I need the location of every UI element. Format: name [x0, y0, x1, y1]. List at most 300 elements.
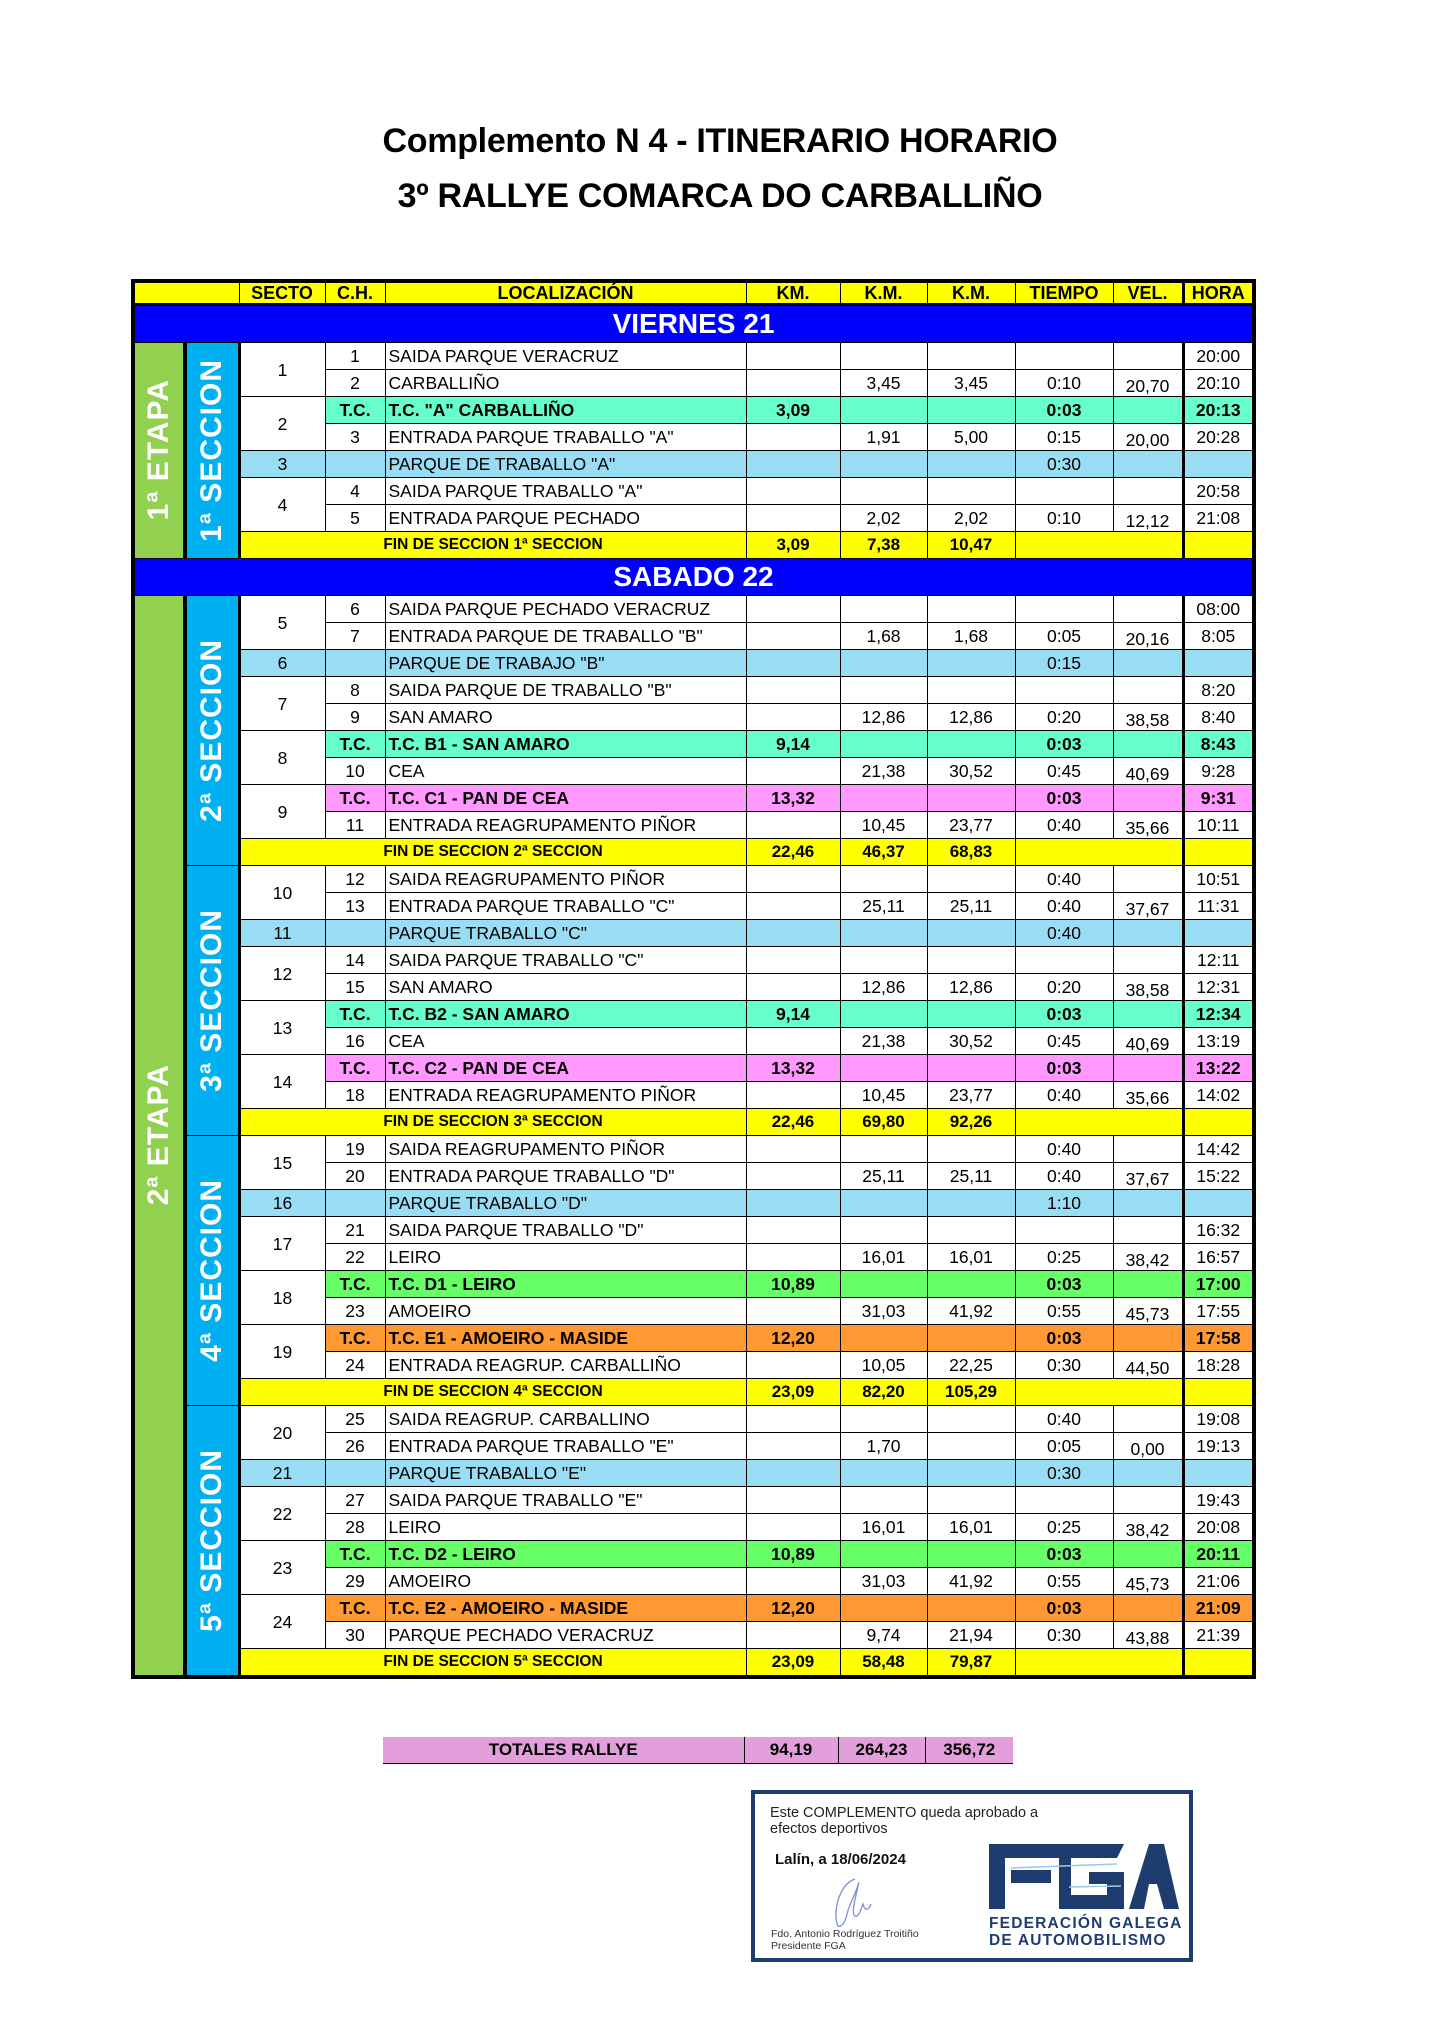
km-total-value: 5,00: [927, 424, 1015, 451]
km-partial-value: [840, 1595, 927, 1622]
km-partial-value: [840, 677, 927, 704]
vel-value: [1113, 1001, 1183, 1028]
km-partial-value: [840, 866, 927, 893]
localizacion: ENTRADA REAGRUPAMENTO PIÑOR: [385, 812, 746, 839]
km-value: [746, 1406, 840, 1433]
km-total-value: 3,45: [927, 370, 1015, 397]
localizacion: LEIRO: [385, 1514, 746, 1541]
hora-value: 9:28: [1183, 758, 1254, 785]
hora-value: [1183, 920, 1254, 947]
service-park-row: [133, 1460, 1254, 1487]
km-total-value: [927, 1217, 1015, 1244]
tiempo-value: 0:25: [1015, 1514, 1113, 1541]
localizacion: SAIDA PARQUE PECHADO VERACRUZ: [385, 596, 746, 623]
km-total-value: [927, 1487, 1015, 1514]
km-total-value: 23,77: [927, 1082, 1015, 1109]
km-value: 9,14: [746, 1001, 840, 1028]
km-partial-value: 10,45: [840, 812, 927, 839]
tiempo-value: 0:40: [1015, 1163, 1113, 1190]
control-row: [133, 478, 1254, 505]
hora-value: 12:11: [1183, 947, 1254, 974]
document-title: Complemento N 4 - ITINERARIO HORARIO: [382, 122, 1058, 160]
localizacion: PARQUE PECHADO VERACRUZ: [385, 1622, 746, 1649]
seccion-text: 2ª SECCION: [195, 638, 229, 822]
day-header: VIERNES 21: [133, 305, 1254, 343]
km-value: [746, 1352, 840, 1379]
km-value: [746, 1217, 840, 1244]
control-row: [133, 1487, 1254, 1514]
vel-value: [1113, 1460, 1183, 1487]
ch-number: 12: [325, 866, 385, 893]
localizacion: PARQUE TRABALLO "E": [385, 1460, 746, 1487]
hora-value: 08:00: [1183, 596, 1254, 623]
km-value: [746, 974, 840, 1001]
hora-value: 13:19: [1183, 1028, 1254, 1055]
tiempo-value: 0:45: [1015, 758, 1113, 785]
localizacion: PARQUE TRABALLO "D": [385, 1190, 746, 1217]
km-total-value: [927, 1541, 1015, 1568]
vel-value: [1113, 785, 1183, 812]
ch-number: 15: [325, 974, 385, 1001]
section-end-row: [133, 532, 1254, 559]
hora-value: 20:00: [1183, 343, 1254, 370]
control-row: [133, 596, 1254, 623]
vel-value: [1113, 947, 1183, 974]
km-value: [746, 1163, 840, 1190]
totals-row: [383, 1737, 1013, 1764]
tiempo-value: 0:55: [1015, 1298, 1113, 1325]
section-end-blank: [1015, 1379, 1183, 1406]
vel-value: [1113, 1136, 1183, 1163]
km-total-value: [927, 478, 1015, 505]
km-partial-value: 3,45: [840, 370, 927, 397]
km-value: 13,32: [746, 785, 840, 812]
km-total-value: 25,11: [927, 893, 1015, 920]
vel-value: 37,67: [1113, 1163, 1183, 1190]
hora-value: 20:08: [1183, 1514, 1254, 1541]
secto-number: 5: [239, 596, 325, 650]
tiempo-value: 0:30: [1015, 451, 1113, 478]
secto-number: 4: [239, 478, 325, 532]
section-km: 22,46: [746, 1109, 840, 1136]
day-header-row: [133, 559, 1254, 596]
km-value: [746, 424, 840, 451]
km-total-value: 23,77: [927, 812, 1015, 839]
hora-value: 20:11: [1183, 1541, 1254, 1568]
km-partial-value: 25,11: [840, 1163, 927, 1190]
km-value: [746, 1514, 840, 1541]
localizacion: ENTRADA PARQUE TRABALLO "C": [385, 893, 746, 920]
km-partial-value: [840, 451, 927, 478]
tiempo-value: 0:10: [1015, 505, 1113, 532]
tiempo-value: 0:40: [1015, 812, 1113, 839]
vel-value: [1113, 1487, 1183, 1514]
section-km-total: 68,83: [927, 839, 1015, 866]
localizacion: CARBALLIÑO: [385, 370, 746, 397]
km-partial-value: 25,11: [840, 893, 927, 920]
section-end-blank-hora: [1183, 1379, 1254, 1406]
km-value: [746, 1244, 840, 1271]
tiempo-value: [1015, 343, 1113, 370]
secto-number: 10: [239, 866, 325, 920]
secto-number: 19: [239, 1325, 325, 1379]
km-value: [746, 1190, 840, 1217]
section-km-partial: 7,38: [840, 532, 927, 559]
seccion-label: [185, 1406, 239, 1678]
km-total-value: [927, 1136, 1015, 1163]
ch-number: T.C.: [325, 1325, 385, 1352]
tiempo-value: 0:20: [1015, 974, 1113, 1001]
km-total-value: 2,02: [927, 505, 1015, 532]
km-value: [746, 596, 840, 623]
vel-value: 44,50: [1113, 1352, 1183, 1379]
localizacion: SAIDA REAGRUP. CARBALLINO: [385, 1406, 746, 1433]
km-partial-value: 12,86: [840, 704, 927, 731]
header-hora: HORA: [1183, 281, 1254, 305]
vel-value: 45,73: [1113, 1298, 1183, 1325]
header-ch: C.H.: [325, 281, 385, 305]
tiempo-value: 0:10: [1015, 370, 1113, 397]
localizacion: ENTRADA REAGRUPAMENTO PIÑOR: [385, 1082, 746, 1109]
km-total-value: [927, 1055, 1015, 1082]
km-value: [746, 1460, 840, 1487]
localizacion: SAIDA PARQUE TRABALLO "E": [385, 1487, 746, 1514]
tiempo-value: 0:15: [1015, 424, 1113, 451]
km-value: 9,14: [746, 731, 840, 758]
section-end-label: FIN DE SECCION 2ª SECCION: [239, 839, 746, 866]
ch-number: 4: [325, 478, 385, 505]
hora-value: 19:13: [1183, 1433, 1254, 1460]
service-park-row: [133, 451, 1254, 478]
localizacion: T.C. E1 - AMOEIRO - MASIDE: [385, 1325, 746, 1352]
hora-value: [1183, 451, 1254, 478]
ch-number: 28: [325, 1514, 385, 1541]
secto-number: 8: [239, 731, 325, 785]
secto-number: 17: [239, 1217, 325, 1271]
hora-value: 16:57: [1183, 1244, 1254, 1271]
ch-number: T.C.: [325, 1001, 385, 1028]
section-end-row: [133, 1649, 1254, 1678]
hora-value: 15:22: [1183, 1163, 1254, 1190]
table-header-row: [133, 281, 1254, 305]
secto-number: 1: [239, 343, 325, 397]
localizacion: AMOEIRO: [385, 1568, 746, 1595]
tiempo-value: 0:20: [1015, 704, 1113, 731]
federation-line1: FEDERACIÓN GALEGA: [989, 1915, 1183, 1932]
section-km-partial: 58,48: [840, 1649, 927, 1678]
km-partial-value: 2,02: [840, 505, 927, 532]
section-end-blank-hora: [1183, 532, 1254, 559]
km-partial-value: [840, 1487, 927, 1514]
etapa-label: [133, 343, 185, 559]
vel-value: [1113, 677, 1183, 704]
km-partial-value: [840, 1541, 927, 1568]
hora-value: 9:31: [1183, 785, 1254, 812]
km-partial-value: [840, 731, 927, 758]
vel-value: 20,70: [1113, 370, 1183, 397]
ch-number: 7: [325, 623, 385, 650]
km-partial-value: [840, 1136, 927, 1163]
hora-value: 21:06: [1183, 1568, 1254, 1595]
hora-value: 19:08: [1183, 1406, 1254, 1433]
km-partial-value: [840, 1271, 927, 1298]
ch-number: 18: [325, 1082, 385, 1109]
hora-value: 14:42: [1183, 1136, 1254, 1163]
km-value: [746, 677, 840, 704]
km-total-value: [927, 397, 1015, 424]
itinerary-table: [131, 279, 1256, 1679]
km-value: [746, 370, 840, 397]
header-blank: [133, 281, 239, 305]
localizacion: SAIDA PARQUE TRABALLO "D": [385, 1217, 746, 1244]
header-vel: VEL.: [1113, 281, 1183, 305]
localizacion: T.C. C1 - PAN DE CEA: [385, 785, 746, 812]
localizacion: T.C. E2 - AMOEIRO - MASIDE: [385, 1595, 746, 1622]
hora-value: 17:58: [1183, 1325, 1254, 1352]
tiempo-value: [1015, 1487, 1113, 1514]
localizacion: T.C. D2 - LEIRO: [385, 1541, 746, 1568]
section-end-blank: [1015, 532, 1183, 559]
km-partial-value: [840, 1460, 927, 1487]
km-total-value: 16,01: [927, 1514, 1015, 1541]
km-total-value: 25,11: [927, 1163, 1015, 1190]
ch-number: 22: [325, 1244, 385, 1271]
km-total-value: 12,86: [927, 974, 1015, 1001]
localizacion: AMOEIRO: [385, 1298, 746, 1325]
ch-number: 27: [325, 1487, 385, 1514]
km-value: [746, 343, 840, 370]
km-value: [746, 1028, 840, 1055]
tiempo-value: [1015, 947, 1113, 974]
localizacion: ENTRADA PARQUE DE TRABALLO "B": [385, 623, 746, 650]
ch-number: 24: [325, 1352, 385, 1379]
seccion-label: [185, 596, 239, 866]
km-total-value: [927, 1406, 1015, 1433]
ch-number: T.C.: [325, 785, 385, 812]
km-total-value: 1,68: [927, 623, 1015, 650]
ch-number: [325, 650, 385, 677]
tiempo-value: 0:03: [1015, 1541, 1113, 1568]
ch-number: T.C.: [325, 1055, 385, 1082]
ch-number: T.C.: [325, 397, 385, 424]
vel-value: 38,42: [1113, 1244, 1183, 1271]
tiempo-value: 0:03: [1015, 1271, 1113, 1298]
control-row: [133, 1136, 1254, 1163]
ch-number: 9: [325, 704, 385, 731]
day-header-row: [133, 305, 1254, 343]
totals-label: TOTALES RALLYE: [383, 1737, 744, 1764]
section-end-row: [133, 1109, 1254, 1136]
hora-value: 20:28: [1183, 424, 1254, 451]
secto-number: 23: [239, 1541, 325, 1595]
vel-value: [1113, 451, 1183, 478]
seccion-label: [185, 866, 239, 1136]
signer-name: Fdo. Antonio Rodríguez Troitiño: [771, 1928, 919, 1940]
tiempo-value: [1015, 478, 1113, 505]
vel-value: 40,69: [1113, 1028, 1183, 1055]
header-localizacion: LOCALIZACIÓN: [385, 281, 746, 305]
control-row: [133, 677, 1254, 704]
federation-name: [989, 1915, 1184, 1949]
ch-number: T.C.: [325, 1541, 385, 1568]
hora-value: 21:09: [1183, 1595, 1254, 1622]
vel-value: 20,16: [1113, 623, 1183, 650]
localizacion: ENTRADA PARQUE TRABALLO "A": [385, 424, 746, 451]
tiempo-value: 0:30: [1015, 1460, 1113, 1487]
km-value: [746, 947, 840, 974]
vel-value: 0,00: [1113, 1433, 1183, 1460]
km-total-value: [927, 1595, 1015, 1622]
km-total-value: 30,52: [927, 1028, 1015, 1055]
km-partial-value: [840, 1406, 927, 1433]
vel-value: [1113, 1271, 1183, 1298]
hora-value: 20:58: [1183, 478, 1254, 505]
hora-value: 16:32: [1183, 1217, 1254, 1244]
ch-number: 21: [325, 1217, 385, 1244]
section-km-total: 79,87: [927, 1649, 1015, 1678]
vel-value: 45,73: [1113, 1568, 1183, 1595]
ch-number: 14: [325, 947, 385, 974]
km-value: [746, 1622, 840, 1649]
service-park-row: [133, 1190, 1254, 1217]
stage-row: [133, 1055, 1254, 1082]
section-end-blank: [1015, 839, 1183, 866]
section-end-blank-hora: [1183, 839, 1254, 866]
approval-text: Este COMPLEMENTO queda aprobado a efectos deportivos: [770, 1805, 1039, 1837]
seccion-label: [185, 1136, 239, 1406]
vel-value: 38,42: [1113, 1514, 1183, 1541]
tiempo-value: 0:25: [1015, 1244, 1113, 1271]
km-partial-value: 31,03: [840, 1298, 927, 1325]
tiempo-value: 0:03: [1015, 785, 1113, 812]
hora-value: 17:55: [1183, 1298, 1254, 1325]
km-value: [746, 866, 840, 893]
localizacion: T.C. D1 - LEIRO: [385, 1271, 746, 1298]
ch-number: 16: [325, 1028, 385, 1055]
km-total-value: [927, 1271, 1015, 1298]
header-km: KM.: [746, 281, 840, 305]
localizacion: T.C. B2 - SAN AMARO: [385, 1001, 746, 1028]
etapa-label: [133, 596, 185, 1678]
hora-value: 8:40: [1183, 704, 1254, 731]
vel-value: [1113, 866, 1183, 893]
secto-number: 22: [239, 1487, 325, 1541]
stage-row: [133, 1541, 1254, 1568]
vel-value: 20,00: [1113, 424, 1183, 451]
km-total-value: [927, 596, 1015, 623]
tiempo-value: 0:03: [1015, 731, 1113, 758]
ch-number: 6: [325, 596, 385, 623]
localizacion: SAIDA PARQUE VERACRUZ: [385, 343, 746, 370]
stage-row: [133, 785, 1254, 812]
vel-value: [1113, 397, 1183, 424]
km-value: [746, 478, 840, 505]
km-partial-value: 10,45: [840, 1082, 927, 1109]
hora-value: 12:34: [1183, 1001, 1254, 1028]
km-total-value: [927, 1433, 1015, 1460]
localizacion: T.C. "A" CARBALLIÑO: [385, 397, 746, 424]
km-value: 12,20: [746, 1325, 840, 1352]
km-partial-value: [840, 1325, 927, 1352]
vel-value: [1113, 650, 1183, 677]
section-km-total: 92,26: [927, 1109, 1015, 1136]
km-partial-value: [840, 1190, 927, 1217]
localizacion: SAN AMARO: [385, 974, 746, 1001]
section-km-partial: 46,37: [840, 839, 927, 866]
vel-value: 35,66: [1113, 812, 1183, 839]
vel-value: 12,12: [1113, 505, 1183, 532]
km-total-value: [927, 1001, 1015, 1028]
ch-number: T.C.: [325, 1595, 385, 1622]
km-value: [746, 650, 840, 677]
totals-km: 94,19: [744, 1737, 838, 1764]
section-km: 23,09: [746, 1379, 840, 1406]
km-value: [746, 704, 840, 731]
federation-line2: DE AUTOMOBILISMO: [989, 1932, 1167, 1949]
km-total-value: [927, 1325, 1015, 1352]
km-value: [746, 505, 840, 532]
km-value: [746, 758, 840, 785]
km-total-value: 12,86: [927, 704, 1015, 731]
ch-number: [325, 451, 385, 478]
section-km: 3,09: [746, 532, 840, 559]
km-total-value: [927, 451, 1015, 478]
secto-number: 9: [239, 785, 325, 839]
km-total-value: 16,01: [927, 1244, 1015, 1271]
tiempo-value: 0:40: [1015, 893, 1113, 920]
km-value: [746, 1082, 840, 1109]
ch-number: 8: [325, 677, 385, 704]
service-park-row: [133, 650, 1254, 677]
km-partial-value: 16,01: [840, 1514, 927, 1541]
vel-value: 37,67: [1113, 893, 1183, 920]
km-partial-value: 1,70: [840, 1433, 927, 1460]
hora-value: 11:31: [1183, 893, 1254, 920]
secto-number: 3: [239, 451, 325, 478]
km-partial-value: 1,68: [840, 623, 927, 650]
km-value: 13,32: [746, 1055, 840, 1082]
signature-icon: [825, 1874, 875, 1934]
tiempo-value: 0:05: [1015, 1433, 1113, 1460]
km-total-value: [927, 677, 1015, 704]
tiempo-value: 0:40: [1015, 1136, 1113, 1163]
ch-number: 11: [325, 812, 385, 839]
localizacion: LEIRO: [385, 1244, 746, 1271]
ch-number: 20: [325, 1163, 385, 1190]
ch-number: 30: [325, 1622, 385, 1649]
hora-value: [1183, 1460, 1254, 1487]
header-tiempo: TIEMPO: [1015, 281, 1113, 305]
ch-number: 13: [325, 893, 385, 920]
km-value: [746, 1298, 840, 1325]
header-km-partial: K.M.: [840, 281, 927, 305]
section-km-total: 10,47: [927, 532, 1015, 559]
km-value: [746, 920, 840, 947]
tiempo-value: 0:03: [1015, 1325, 1113, 1352]
tiempo-value: 0:55: [1015, 1568, 1113, 1595]
ch-number: [325, 920, 385, 947]
secto-number: 15: [239, 1136, 325, 1190]
km-partial-value: [840, 1217, 927, 1244]
approval-stamp: [751, 1790, 1193, 1962]
km-partial-value: [840, 343, 927, 370]
hora-value: 12:31: [1183, 974, 1254, 1001]
stage-row: [133, 1001, 1254, 1028]
totals-km-partial: 264,23: [838, 1737, 925, 1764]
ch-number: [325, 1460, 385, 1487]
km-partial-value: [840, 1001, 927, 1028]
tiempo-value: 1:10: [1015, 1190, 1113, 1217]
